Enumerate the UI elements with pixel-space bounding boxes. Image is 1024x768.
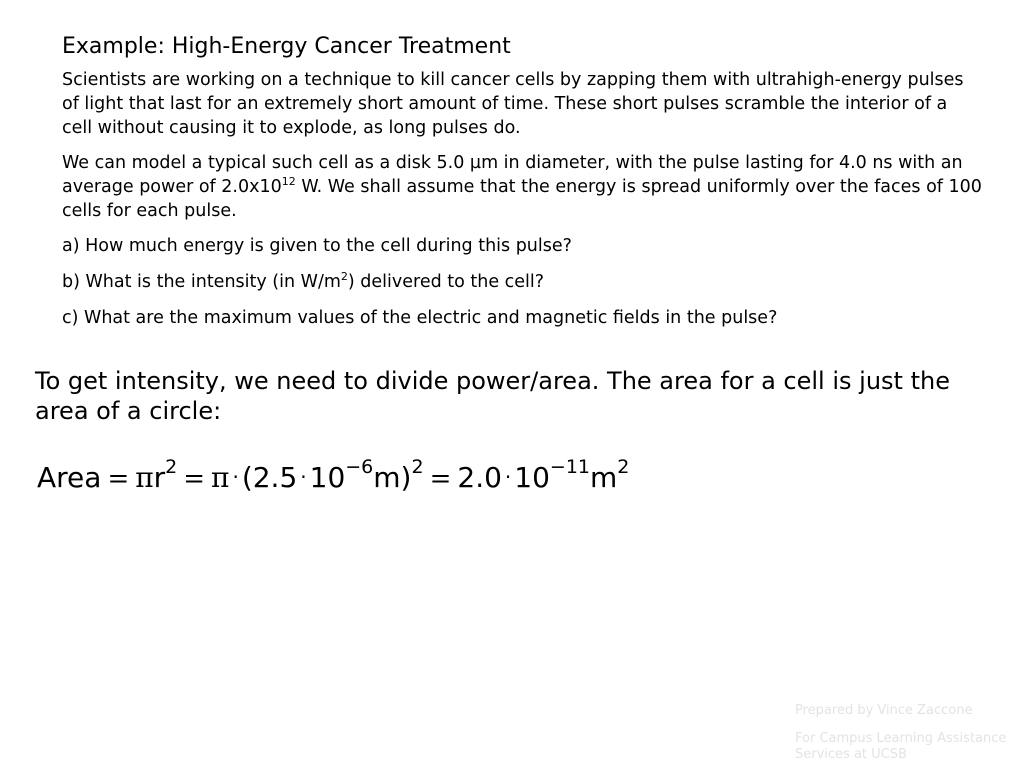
radius-value: (2.5 (241, 461, 298, 494)
equation-lhs: Area (37, 461, 102, 494)
power-of-ten-exponent: −11 (549, 456, 591, 478)
multiply-dot: · (504, 465, 512, 489)
power-of-ten: 10 (514, 461, 550, 494)
problem-title: Example: High-Energy Cancer Treatment (62, 34, 511, 59)
power-of-ten: 10 (309, 461, 346, 494)
radius-exponent: 2 (165, 456, 178, 478)
question-b-start: b) What is the intensity (in W/m (62, 272, 341, 292)
question-b (62, 270, 982, 294)
problem-paragraph-intro: Scientists are working on a technique to kill cancer cells by zapping them with ultrahigh-energy pulses of light that last for an extremely short amount of time. These short pulses scramble the interior of a cell without causing it to explode, as long pulses do. (62, 70, 964, 138)
radius-unit: m) (373, 461, 412, 494)
problem-statement (62, 32, 982, 342)
area-unit: m (590, 461, 618, 494)
multiply-dot: · (232, 465, 239, 489)
area-coefficient: 2.0 (457, 461, 502, 494)
question-b-exponent: 2 (340, 270, 348, 283)
question-a: a) How much energy is given to the cell during this pulse? (62, 236, 572, 256)
power-of-ten-exponent: −6 (345, 456, 374, 478)
model-text-end: W. We shall assume that the energy is spread uniformly over the faces of 100 cells for each pulse. (62, 177, 982, 221)
square-exponent: 2 (411, 456, 424, 478)
power-exponent: 12 (281, 175, 296, 188)
equals-sign: = (429, 464, 452, 494)
equals-sign: = (107, 464, 130, 494)
organization-credit: For Campus Learning Assistance Services at UCSB (795, 731, 1007, 762)
credits-footer (795, 703, 1015, 763)
question-c: c) What are the maximum values of the electric and magnetic fields in the pulse? (62, 308, 778, 328)
question-b-end: ) delivered to the cell? (347, 272, 545, 292)
multiply-dot: · (300, 465, 307, 489)
equals-sign: = (183, 464, 206, 494)
explanation-text: To get intensity, we need to divide power/area. The area for a cell is just the area of a circle: (35, 367, 950, 425)
pi-symbol: π (135, 461, 154, 494)
model-text-start: We can model a typical such cell as a disk 5.0 µm in diameter, with the pulse lasting for 4.0 ns with an average power of 2.0x10 (62, 153, 963, 197)
radius-symbol: r (153, 461, 166, 494)
area-unit-exponent: 2 (617, 456, 630, 478)
area-equation (37, 455, 629, 501)
author-credit: Prepared by Vince Zaccone (795, 703, 973, 718)
problem-paragraph-model (62, 151, 982, 223)
pi-symbol: π (211, 461, 230, 494)
